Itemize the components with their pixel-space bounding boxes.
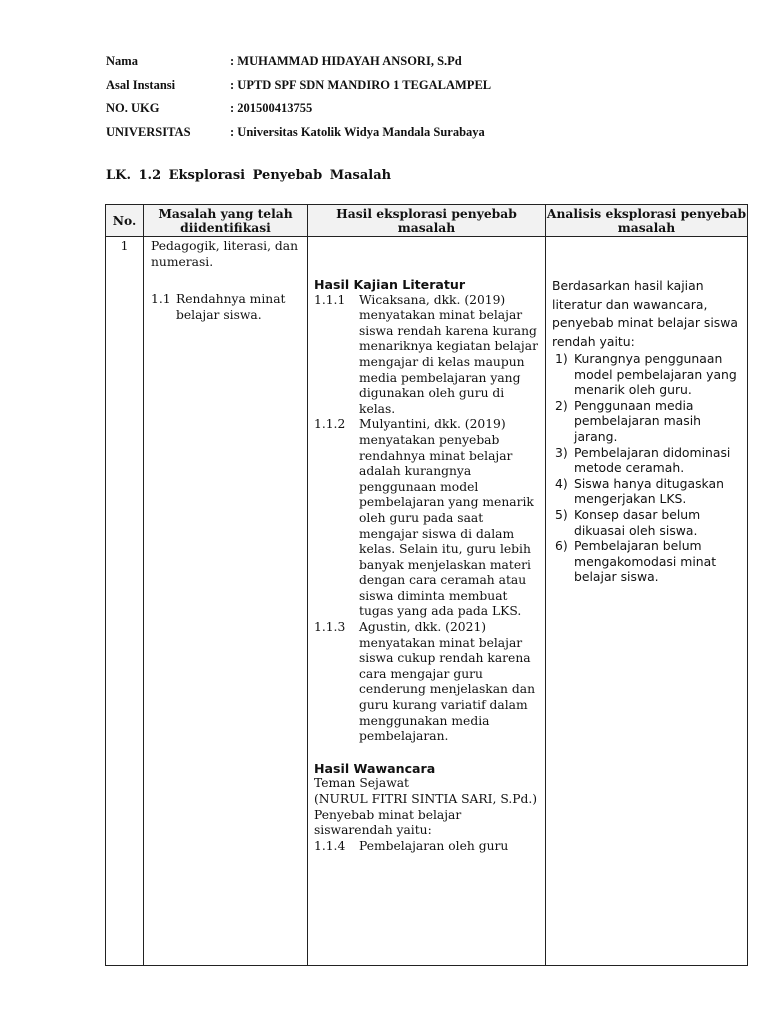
list-number: 3) bbox=[555, 444, 568, 460]
list-number: 5) bbox=[555, 506, 568, 522]
ref-number: 1.1.3 bbox=[314, 620, 346, 635]
list-text: Penggunaan media pembelajaran masih jarang. bbox=[574, 397, 702, 444]
info-value: : UPTD SPF SDN MANDIRO 1 TEGALAMPEL bbox=[230, 77, 492, 92]
ref-text: Agustin, dkk. (2021) menyatakan minat belajar siswa cukup rendah karena cara mengajar guru cenderung menjelaskan dan guru kurang variatif dalam menggunakan media pembelajaran. bbox=[359, 620, 535, 744]
ref-text: Mulyantini, dkk. (2019) menyatakan penyebab rendahnya minat belajar adalah kurangnya penggunaan model pembelajaran yang menarik oleh guru pada saat mengajar siswa di dalam kelas. Selain itu, guru lebih banyak menjelaskan materi dengan cara ceramah atau siswa diminta membuat tugas yang ada pada LKS. bbox=[359, 417, 534, 619]
eksplorasi-table bbox=[105, 204, 748, 966]
table-header-row bbox=[106, 205, 748, 237]
table-row bbox=[106, 237, 748, 966]
list-text: Pembelajaran belum mengakomodasi minat belajar siswa. bbox=[574, 538, 717, 585]
list-item bbox=[552, 507, 741, 538]
list-text: Konsep dasar belum dikuasai oleh siswa. bbox=[574, 506, 701, 538]
list-item bbox=[552, 398, 741, 445]
ref-item bbox=[314, 417, 539, 620]
ref-text: Wicaksana, dkk. (2019) menyatakan minat belajar siswa rendah karena kurang menariknya kegiatan belajar mengajar di kelas maupun media pembelajaran yang digunakan oleh guru di kelas. bbox=[359, 292, 538, 416]
info-value: : MUHAMMAD HIDAYAH ANSORI, S.Pd bbox=[230, 54, 462, 69]
ref-item bbox=[314, 620, 539, 745]
identity-block bbox=[106, 50, 491, 144]
masalah-sub bbox=[151, 292, 301, 323]
kajian-heading: Hasil Kajian Literatur bbox=[314, 277, 466, 292]
info-label: Asal Instansi bbox=[106, 77, 176, 92]
info-row-instansi bbox=[106, 74, 491, 98]
wawancara-sub: Teman Sejawat bbox=[314, 776, 409, 791]
list-text: Siswa hanya ditugaskan mengerjakan LKS. bbox=[574, 475, 724, 507]
sub-number: 1.1 bbox=[151, 292, 171, 307]
info-row-ukg bbox=[106, 97, 491, 121]
info-label: Nama bbox=[106, 54, 138, 69]
list-text: Pembelajaran didominasi metode ceramah. bbox=[574, 444, 731, 476]
wawancara-text: (NURUL FITRI SINTIA SARI, S.Pd.) Penyebab minat belajar siswarendah yaitu: bbox=[314, 792, 538, 838]
list-item bbox=[552, 476, 741, 507]
wawancara-item bbox=[314, 839, 539, 855]
cell-masalah bbox=[144, 237, 308, 966]
info-value: : Universitas Katolik Widya Mandala Surabaya bbox=[230, 124, 485, 139]
document-title: LK. 1.2 Eksplorasi Penyebab Masalah bbox=[106, 168, 392, 183]
info-row-universitas bbox=[106, 121, 491, 145]
cell-hasil bbox=[308, 237, 546, 966]
row-number: 1 bbox=[120, 239, 129, 253]
info-label: UNIVERSITAS bbox=[106, 124, 191, 139]
info-label: NO. UKG bbox=[106, 101, 160, 116]
info-value: : 201500413755 bbox=[230, 101, 313, 116]
list-item bbox=[552, 445, 741, 476]
sub-text: Rendahnya minat belajar siswa. bbox=[176, 292, 286, 322]
ref-item bbox=[314, 293, 539, 418]
list-item bbox=[552, 538, 741, 585]
list-number: 4) bbox=[555, 475, 568, 491]
masalah-main: Pedagogik, literasi, dan numerasi. bbox=[151, 239, 299, 269]
wawancara-heading: Hasil Wawancara bbox=[314, 760, 436, 776]
ref-number: 1.1.1 bbox=[314, 292, 346, 307]
header-masalah: Masalah yang telah diidentifikasi bbox=[144, 205, 308, 237]
header-hasil: Hasil eksplorasi penyebab masalah bbox=[308, 205, 546, 237]
list-item bbox=[552, 351, 741, 398]
ref-text: Pembelajaran oleh guru bbox=[359, 838, 509, 853]
cell-analisis bbox=[546, 237, 748, 966]
cell-no bbox=[106, 237, 144, 966]
ref-number: 1.1.4 bbox=[314, 838, 346, 853]
analisis-intro: Berdasarkan hasil kajian literatur dan wawancara, penyebab minat belajar siswa rendah yaitu: bbox=[552, 278, 738, 349]
ref-number: 1.1.2 bbox=[314, 417, 346, 432]
list-text: Kurangnya penggunaan model pembelajaran yang menarik oleh guru. bbox=[574, 351, 737, 398]
info-row-nama bbox=[106, 50, 491, 74]
header-no: No. bbox=[106, 205, 144, 237]
list-number: 6) bbox=[555, 538, 568, 554]
list-number: 2) bbox=[555, 397, 568, 413]
header-analisis: Analisis eksplorasi penyebab masalah bbox=[546, 205, 747, 235]
list-number: 1) bbox=[555, 351, 568, 366]
